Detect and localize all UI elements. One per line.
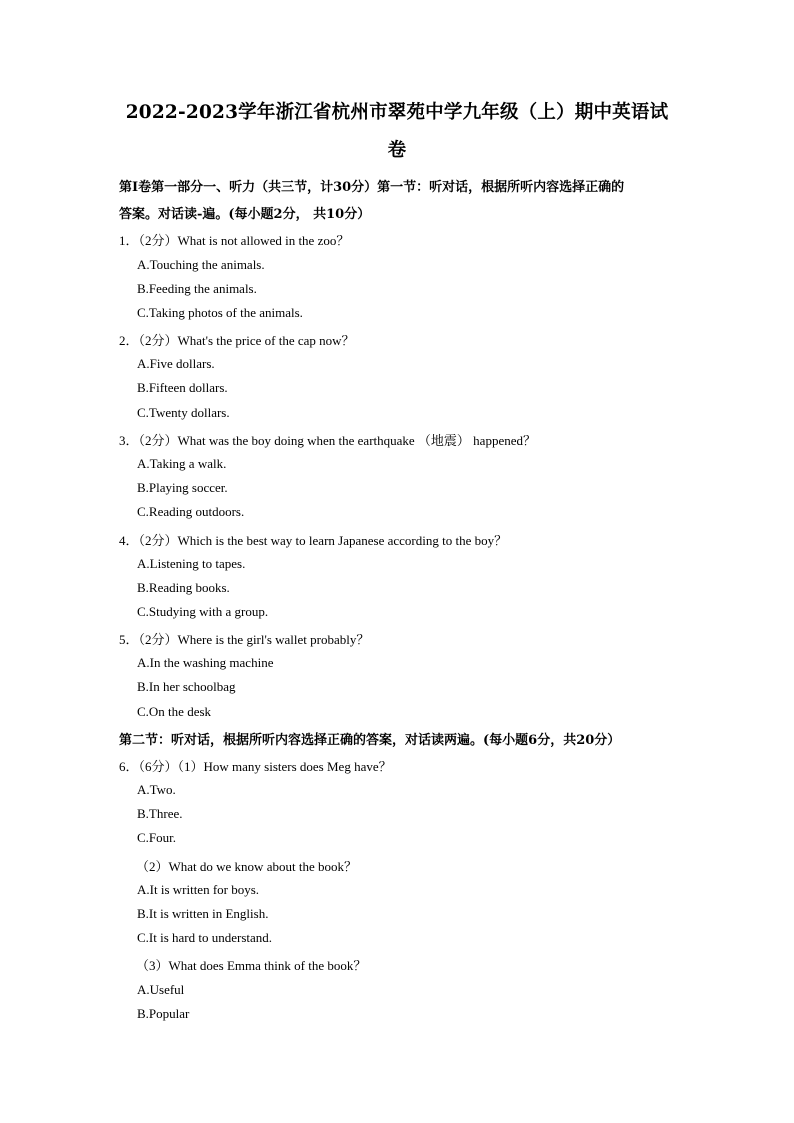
question-3: 3．（2分）What was the boy doing when the earthquake （地震） happened？: [119, 433, 536, 448]
q2-option-a: A.Five dollars.: [137, 356, 215, 371]
q6-3-option-a: A.Useful: [137, 982, 185, 997]
section-2-heading: 第二节：听对话，根据所听内容选择正确的答案，对话读两遍。(每小题6分，共20分）: [119, 733, 621, 748]
q1-option-a: A.Touching the animals.: [137, 257, 265, 272]
q4-option-b: B.Reading books.: [137, 580, 230, 595]
q1-option-c: C.Taking photos of the animals.: [137, 305, 303, 320]
q6-3-option-b: B.Popular: [137, 1006, 190, 1021]
q3-option-b: B.Playing soccer.: [137, 480, 228, 495]
question-4: 4．（2分）Which is the best way to learn Japanese according to the boy？: [119, 533, 508, 548]
q5-option-b: B.In her schoolbag: [137, 679, 236, 694]
q6-1-option-b: B.Three.: [137, 806, 183, 821]
q5-option-c: C.On the desk: [137, 704, 212, 719]
q4-option-a: A.Listening to tapes.: [137, 556, 246, 571]
q4-option-c: C.Studying with a group.: [137, 604, 269, 619]
page-title: 2022-2023学年浙江省杭州市翠苑中学九年级（上）期中英语试: [125, 102, 669, 123]
page-title-continued: 卷: [387, 140, 407, 161]
question-5: 5．（2分）Where is the girl's wallet probably？: [119, 632, 370, 647]
q3-option-c: C.Reading outdoors.: [137, 504, 245, 519]
q6-2-option-a: A.It is written for boys.: [137, 882, 260, 897]
q2-option-c: C.Twenty dollars.: [137, 405, 230, 420]
question-2: 2．（2分）What's the price of the cap now？: [119, 333, 355, 348]
q2-option-b: B.Fifteen dollars.: [137, 380, 228, 395]
question-6: 6．（6分）（1）How many sisters does Meg have？: [119, 759, 392, 774]
question-6-3: （3）What does Emma think of the book？: [136, 958, 367, 973]
question-6-2: （2）What do we know about the book？: [136, 859, 357, 874]
q1-option-b: B.Feeding the animals.: [137, 281, 257, 296]
q6-2-option-c: C.It is hard to understand.: [137, 930, 273, 945]
part1-heading-continued: 答案。对话读-遍。(每小题2分， 共10分）: [119, 207, 371, 222]
part1-heading: 第I卷第一部分一、听力（共三节，计30分）第一节：听对话，根据所听内容选择正确的: [119, 180, 625, 195]
q6-1-option-a: A.Two.: [137, 782, 176, 797]
q6-1-option-c: C.Four.: [137, 830, 177, 845]
q3-option-a: A.Taking a walk.: [137, 456, 227, 471]
question-1: 1．（2分）What is not allowed in the zoo？: [119, 233, 350, 248]
q6-2-option-b: B.It is written in English.: [137, 906, 269, 921]
q5-option-a: A.In the washing machine: [137, 655, 274, 670]
